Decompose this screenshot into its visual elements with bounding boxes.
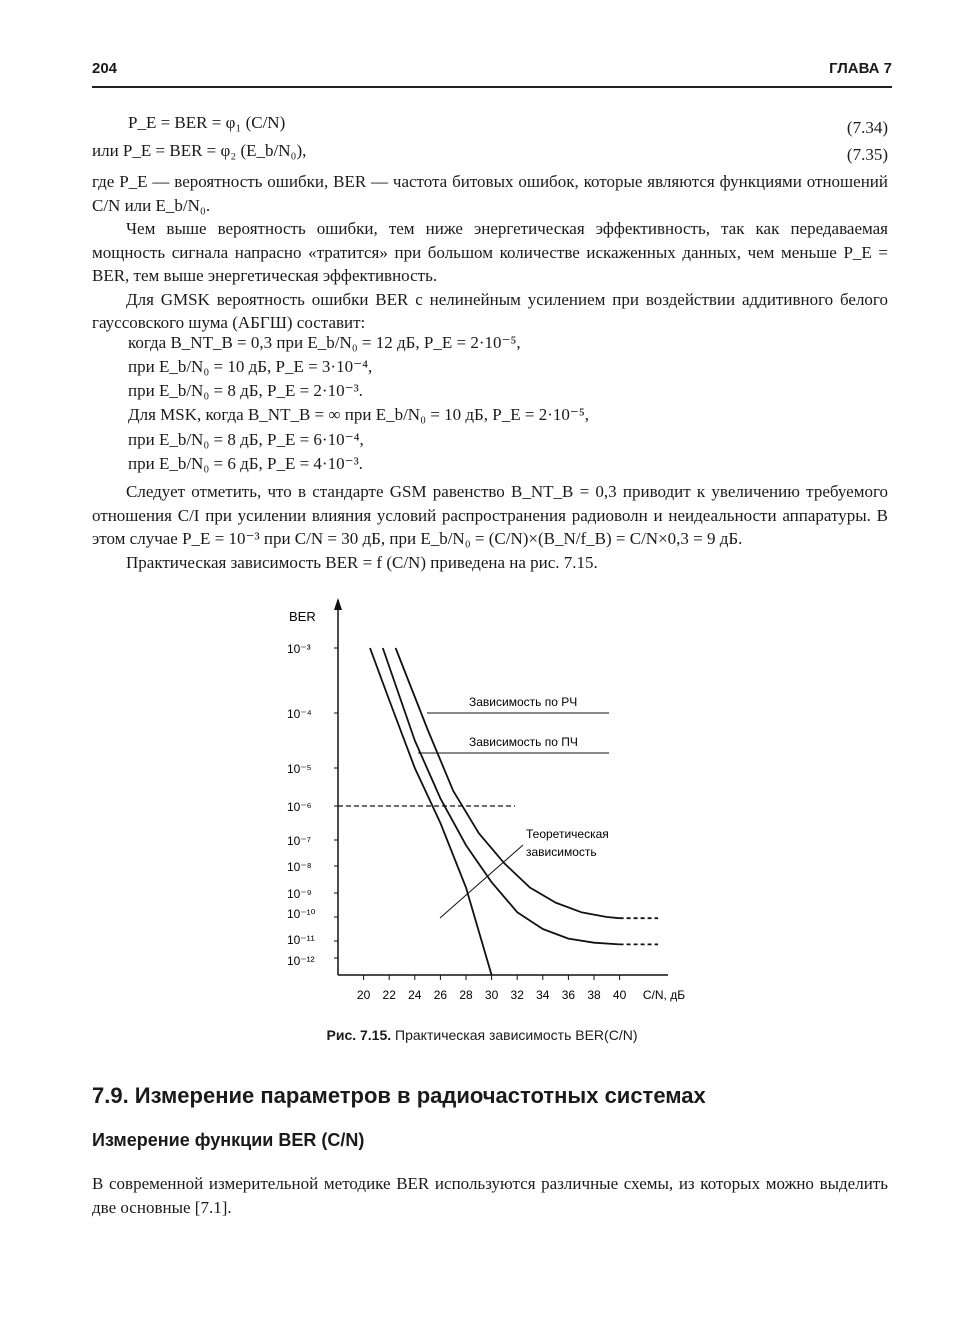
x-axis-label: C/N, дБ (642, 988, 686, 1002)
chapter-label: ГЛАВА 7 (829, 60, 892, 77)
x-tick-label: 22 (382, 988, 396, 1002)
x-tick-label: 32 (510, 988, 524, 1002)
x-tick-label: 28 (459, 988, 473, 1002)
y-axis-label: BER (289, 609, 316, 624)
y-tick-label: 10⁻³ (287, 642, 311, 656)
equation-number-7-34: (7.34) (846, 118, 888, 137)
list-item: при E_b/N₀ = 8 дБ, P_E = 6·10⁻⁴, (128, 430, 364, 449)
list-item: при E_b/N₀ = 6 дБ, P_E = 4·10⁻³. (128, 454, 363, 473)
paragraph-gsm: Следует отметить, что в стандарте GSM равенство B_NT_B = 0,3 приводит к увеличению требуемого отношения C/I при усилении влияния условий распространения радиоволн и неидеальности аппаратуры. В этом случае P_E = 10⁻³ при C/N = 30 дБ, при E_b/N₀ = (C/N)×(B_N/f_B) = C/N×0,3 = 9 дБ. (92, 482, 888, 548)
y-tick-label: 10⁻⁹ (287, 887, 312, 901)
x-tick-label: 34 (536, 988, 550, 1002)
x-tick-label: 36 (561, 988, 576, 1002)
theoretical-label-leader (440, 845, 523, 918)
y-tick-label: 10⁻⁸ (287, 860, 312, 874)
paragraph-figure-ref: Практическая зависимость BER = f (C/N) приведена на рис. 7.15. (126, 552, 598, 572)
paragraph-efficiency: Чем выше вероятность ошибки, тем ниже энергетическая эффективность, так как передаваемая мощность сигнала напрасно «тратится» при большом количестве искаженных данных, чем меньше P_E = BER, тем выше энергетическая эффективность. (92, 219, 888, 285)
list-item: при E_b/N₀ = 10 дБ, P_E = 3·10⁻⁴, (128, 357, 373, 376)
x-tick-label: 26 (433, 988, 448, 1002)
y-tick-label: 10⁻¹² (287, 954, 315, 968)
x-tick-label: 40 (612, 988, 627, 1002)
rf-curve (396, 648, 620, 918)
x-tick-label: 24 (408, 988, 422, 1002)
list-item: когда B_NT_B = 0,3 при E_b/N₀ = 12 дБ, P_E = 2·10⁻⁵, (128, 333, 521, 352)
x-tick-label: 20 (356, 988, 371, 1002)
equation-7-35: или P_E = BER = φ₂ (E_b/N₀), (92, 141, 307, 160)
equation-7-34: P_E = BER = φ₁ (C/N) (128, 113, 286, 132)
x-tick-label: 38 (587, 988, 601, 1002)
if-curve-label: Зависимость по ПЧ (469, 735, 578, 749)
subsection-title: Измерение функции BER (C/N) (92, 1130, 365, 1150)
y-tick-label: 10⁻⁶ (287, 800, 312, 814)
page-number: 204 (92, 60, 118, 77)
y-tick-label: 10⁻¹¹ (287, 933, 315, 947)
section-title: 7.9. Измерение параметров в радиочастотных системах (92, 1083, 706, 1108)
theoretical-label-line1: Теоретическая (526, 827, 609, 841)
paragraph-definition: где P_E — вероятность ошибки, BER — частота битовых ошибок, которые являются функциями отношений C/N или E_b/N₀. (92, 172, 888, 215)
equation-number-7-35: (7.35) (846, 145, 888, 164)
y-tick-label: 10⁻⁴ (287, 707, 312, 721)
list-item: Для MSK, когда B_NT_B = ∞ при E_b/N₀ = 10 дБ, P_E = 2·10⁻⁵, (128, 405, 590, 424)
y-axis-arrow (334, 598, 342, 610)
figure-label: Рис. 7.15. (326, 1027, 392, 1043)
list-item: при E_b/N₀ = 8 дБ, P_E = 2·10⁻³. (128, 381, 363, 400)
figure-caption (0, 1027, 964, 1043)
body-text-bottom (92, 1172, 888, 1219)
y-tick-label: 10⁻¹⁰ (287, 907, 316, 921)
y-tick-label: 10⁻⁷ (287, 834, 312, 848)
theoretical-label-line2: зависимость (526, 845, 597, 859)
y-tick-label: 10⁻⁵ (287, 762, 312, 776)
figure-caption-text: Практическая зависимость BER(C/N) (395, 1027, 638, 1043)
if-curve (383, 648, 620, 944)
x-tick-label: 30 (484, 988, 499, 1002)
paragraph-methods: В современной измерительной методике BER используются различные схемы, из которых можно выделить две основные [7.1]. (92, 1174, 888, 1217)
rf-curve-label: Зависимость по РЧ (469, 695, 578, 709)
paragraph-gmsk: Для GMSK вероятность ошибки BER с нелинейным усилением при воздействии аддитивного белого гауссовского шума (АБГШ) составит: (92, 289, 888, 332)
